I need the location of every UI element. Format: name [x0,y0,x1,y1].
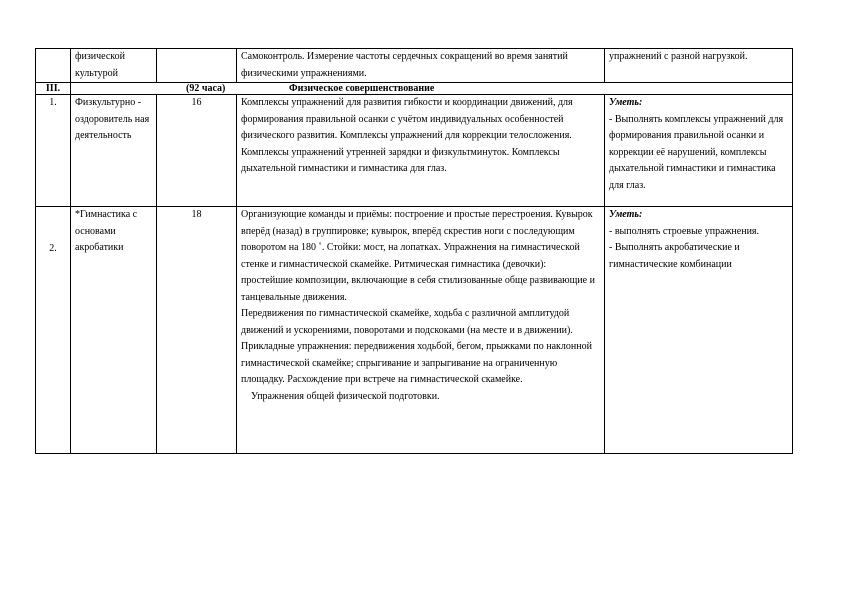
cell-number [36,49,71,83]
topic-cell: Физкультурно - оздоровитель ная деятельность [71,95,157,207]
hours-cell: 18 [157,207,237,454]
cell-topic: физической культурой [71,49,157,83]
skills-label: Уметь: [609,97,643,108]
content-paragraph: Упражнения общей физической подготовки. [251,390,440,402]
section-title: Физическое совершенствование [289,83,435,94]
content-cell [237,207,605,454]
curriculum-table [35,48,793,454]
table-row [36,207,793,454]
topic-cell: *Гимнастика с основами акробатики [71,207,157,454]
cell-hours [157,49,237,83]
content-paragraph: Прикладные упражнения: передвижения ходьбой, бегом, прыжками по наклонной гимнастической скамейке; спрыгивание и запрыгивание на ограниченную площадку. Расхождение при встрече на гимнастической скамейке. [241,341,592,385]
skill-item: - выполнять строевые упражнения. [609,225,760,237]
skill-item: - Выполнять комплексы упражнений для формирования правильной осанки и коррекции её нарушений, комплексы дыхательной гимнастики и гимнастика для глаз. [609,113,784,191]
skill-item: - Выполнять акробатические и гимнастические комбинации [609,242,740,270]
section-number: III. [36,83,71,95]
content-cell: Комплексы упражнений для развития гибкости и координации движений, для формирования правильной осанки с учётом индивидуальных особенностей физического развития. Комплексы упражнений для коррекции телосложения. Комплексы упражнений утренней зарядки и физкультминуток. Комплексы дыхательной гимнастики и гимнастика для глаз. [237,95,605,207]
row-number-cell [36,207,71,454]
table-row-continuation [36,49,793,83]
skills-cell [605,95,793,207]
content-paragraph: Передвижения по гимнастической скамейке, ходьба с различной амплитудой движений и ускорениями, поворотами и подскоками (на месте и в движении). [241,308,573,336]
row-number: 1. [36,95,71,207]
skills-cell [605,207,793,454]
section-title-cell [71,83,793,95]
row-number: 2. [49,243,57,254]
hours-cell: 16 [157,95,237,207]
cell-skills: упражнений с разной нагрузкой. [605,49,793,83]
section-hours: (92 часа) [186,83,226,94]
section-header-row [36,83,793,95]
skills-label: Уметь: [609,209,643,220]
table-row [36,95,793,207]
cell-content: Самоконтроль. Измерение частоты сердечных сокращений во время занятий физическими упражнениями. [237,49,605,83]
content-paragraph: Организующие команды и приёмы: построение и простые перестроения. Кувырок вперёд (назад) в группировке; кувырок, вперёд скрестив ноги с последующим поворотом на 180 ˚. Стойки: мост, на лопатках. Упражнения на гимнастической стенке и гимнастической скамейке. Ритмическая гимнастика (девочки): простейшие композиции, включающие в себя стилизованные обще развивающие и танцевальные движения. [241,209,595,303]
